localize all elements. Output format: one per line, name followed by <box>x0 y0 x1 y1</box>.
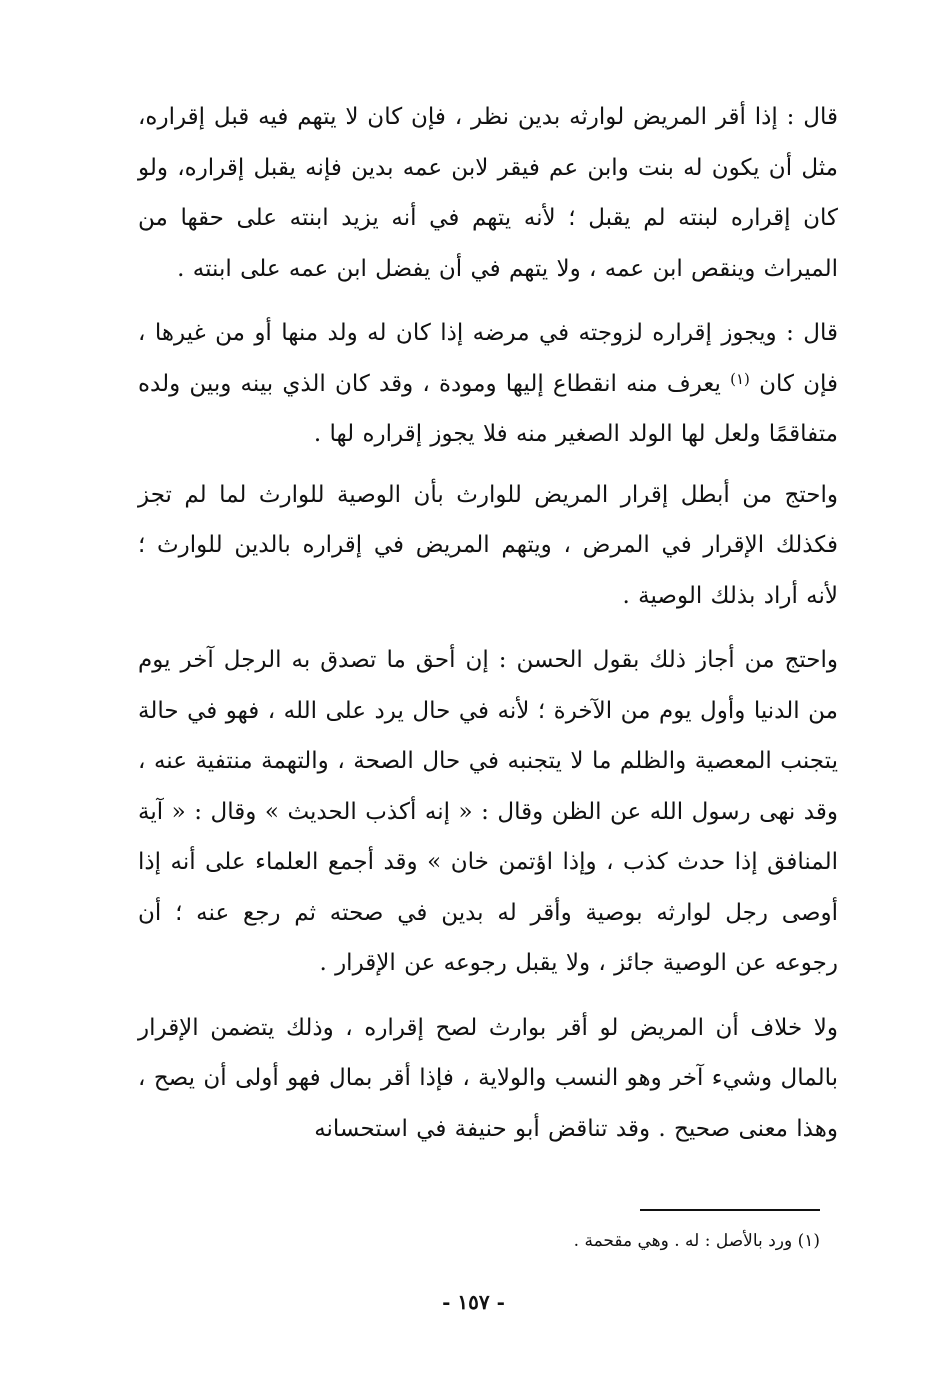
paragraph-2-text-before: قال : ويجوز إقراره لزوجته في مرضه إذا كان له ولد منها أو من غيرها ، فإن كان <box>138 320 839 397</box>
page-body <box>138 92 838 1154</box>
paragraph-3: واحتج من أبطل إقرار المريض للوارث بأن الوصية للوارث لما لم تجز فكذلك الإقرار في المرض ، ويتهم المريض في إقراره بالدين للوارث ؛ لأنه أراد بذلك الوصية . <box>138 481 838 609</box>
footnote-reference: (١) <box>730 369 750 388</box>
paragraph-2 <box>138 308 838 460</box>
paragraph-5: ولا خلاف أن المريض لو أقر بوارث لصح إقراره ، وذلك يتضمن الإقرار بالمال وشيء آخر وهو النسب والولاية ، فإذا أقر بمال فهو أولى أن يصح ، وهذا معنى صحيح . وقد تناقض أبو حنيفة في استحسانه <box>138 1014 838 1142</box>
footnote: (١) ورد بالأصل : له . وهي مقحمة . <box>573 1231 820 1251</box>
paragraph-2-text-after: يعرف منه انقطاع إليها ومودة ، وقد كان الذي بينه وبين ولده متفاقمًا ولعل لها الولد الصغير منه فلا يجوز إقراره لها . <box>138 370 838 447</box>
paragraph-1: قال : إذا أقر المريض لوارثه بدين نظر ، فإن كان لا يتهم فيه قبل إقراره، مثل أن يكون له بنت وابن عم فيقر لابن عمه بدين فإنه يقبل إقراره، ولو كان إقراره لبنته لم يقبل ؛ لأنه يتهم في أنه يزيد ابنته على حقها من الميراث وينقص ابن عمه ، ولا يتهم في أن يفضل ابن عمه على ابنته . <box>138 104 838 282</box>
footnote-divider <box>640 1209 820 1211</box>
page-number: - ١٥٧ - <box>442 1290 505 1314</box>
paragraph-4: واحتج من أجاز ذلك بقول الحسن : إن أحق ما تصدق به الرجل آخر يوم من الدنيا وأول يوم من الآخرة ؛ لأنه في حال يرد على الله ، فهو في حالة يتجنب المعصية والظلم ما لا يتجنبه في حال الصحة ، والتهمة منتفية عنه ، وقد نهى رسول الله عن الظن وقال : « إنه أكذب الحديث » وقال : « آية المنافق إذا حدث كذب ، وإذا اؤتمن خان » وقد أجمع العلماء على أنه إذا أوصى رجل لوارثه بوصية وأقر له بدين في صحته ثم رجع عنه ؛ أن رجوعه عن الوصية جائز ، ولا يقبل رجوعه عن الإقرار . <box>138 647 838 976</box>
